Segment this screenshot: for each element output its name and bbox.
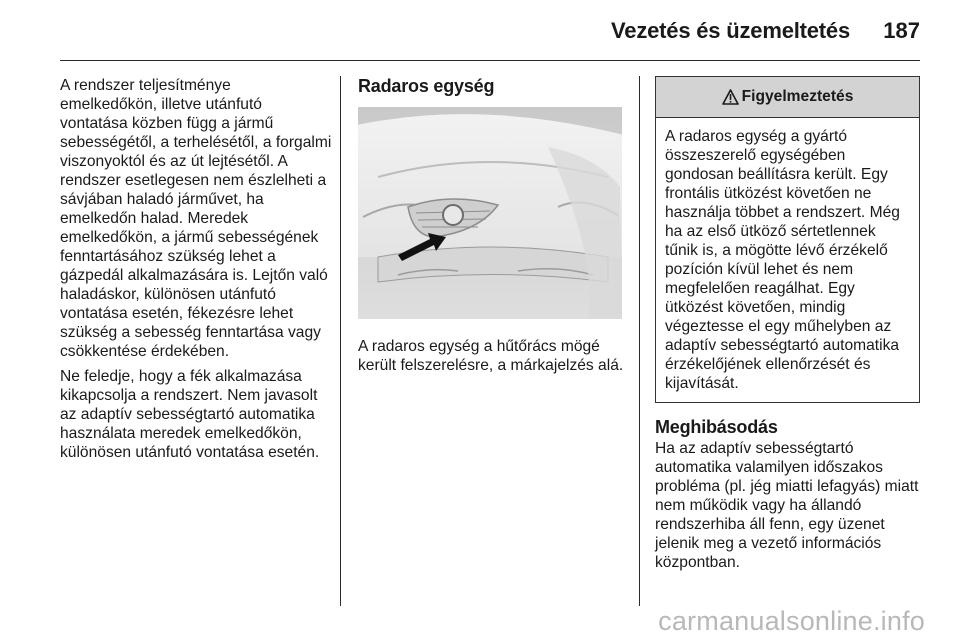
page-number: 187 xyxy=(883,18,920,43)
header-title: Vezetés és üzemeltetés xyxy=(611,18,850,43)
right-column xyxy=(655,76,920,572)
warning-header xyxy=(656,77,919,118)
left-column xyxy=(60,76,332,462)
warning-triangle-icon xyxy=(722,89,739,105)
column-divider-1 xyxy=(340,76,341,606)
car-front-illustration xyxy=(358,107,622,319)
photo-caption: A radaros egység a hűtőrács mögé került felszerelésre, a márkajelzés alá. xyxy=(358,338,624,374)
car-front-photo xyxy=(358,107,622,319)
middle-column xyxy=(358,76,624,375)
header-rule xyxy=(60,60,920,61)
warning-box xyxy=(655,76,920,403)
paragraph-brake-note: Ne feledje, hogy a fék alkalmazása kikapcsolja a rendszert. Nem javasolt az adaptív sebességtartó automatika használata meredek emelkedőkön, különösen utánfutó vontatása esetén. xyxy=(60,368,320,461)
warning-title: Figyelmeztetés xyxy=(741,88,854,105)
paragraph-performance: A rendszer teljesítménye emelkedőkön, illetve utánfutó vontatása közben függ a jármű sebességétől, a terhelésétől, a forgalmi viszonyoktól és az út lejtésétől. A rendszer esetlegesen nem észlelheti a sávjában haladó járművet, ha emelkedőn halad. Meredek emelkedőkön, a jármű sebességének fenntartásához szükség lehet a gázpedál alkalmazására is. Lejtőn való haladáskor, különösen utánfutó vontatása esetén, fékezésre lehet szükség a sebesség fenntartása vagy csökkentése érdekében. xyxy=(60,77,332,360)
section-heading-fault: Meghibásodás xyxy=(655,417,778,437)
warning-text: A radaros egység a gyártó összeszerelő egységében gondosan beállításra került. Egy frontális ütközést követően ne használja többet a rendszert. Még ha az első ütköző sértetlennek tűnik is, a mögötte lévő érzékelő pozíción kívül lehet és nem megfelelően reagálhat. Egy ütközést követően, mindig végeztesse el egy műhelyben az adaptív sebességtartó automatika érzékelőjének ellenőrzését és kijavítását. xyxy=(665,128,900,392)
fault-text: Ha az adaptív sebességtartó automatika valamilyen időszakos probléma (pl. jég miatti lefagyás) miatt nem működik vagy ha állandó rendszerhiba áll fenn, egy üzenet jelenik meg a vezető információs központban. xyxy=(655,440,919,571)
column-divider-2 xyxy=(639,76,640,606)
watermark: carmanualsonline.info xyxy=(658,606,925,636)
section-heading-radar-unit: Radaros egység xyxy=(358,76,495,96)
